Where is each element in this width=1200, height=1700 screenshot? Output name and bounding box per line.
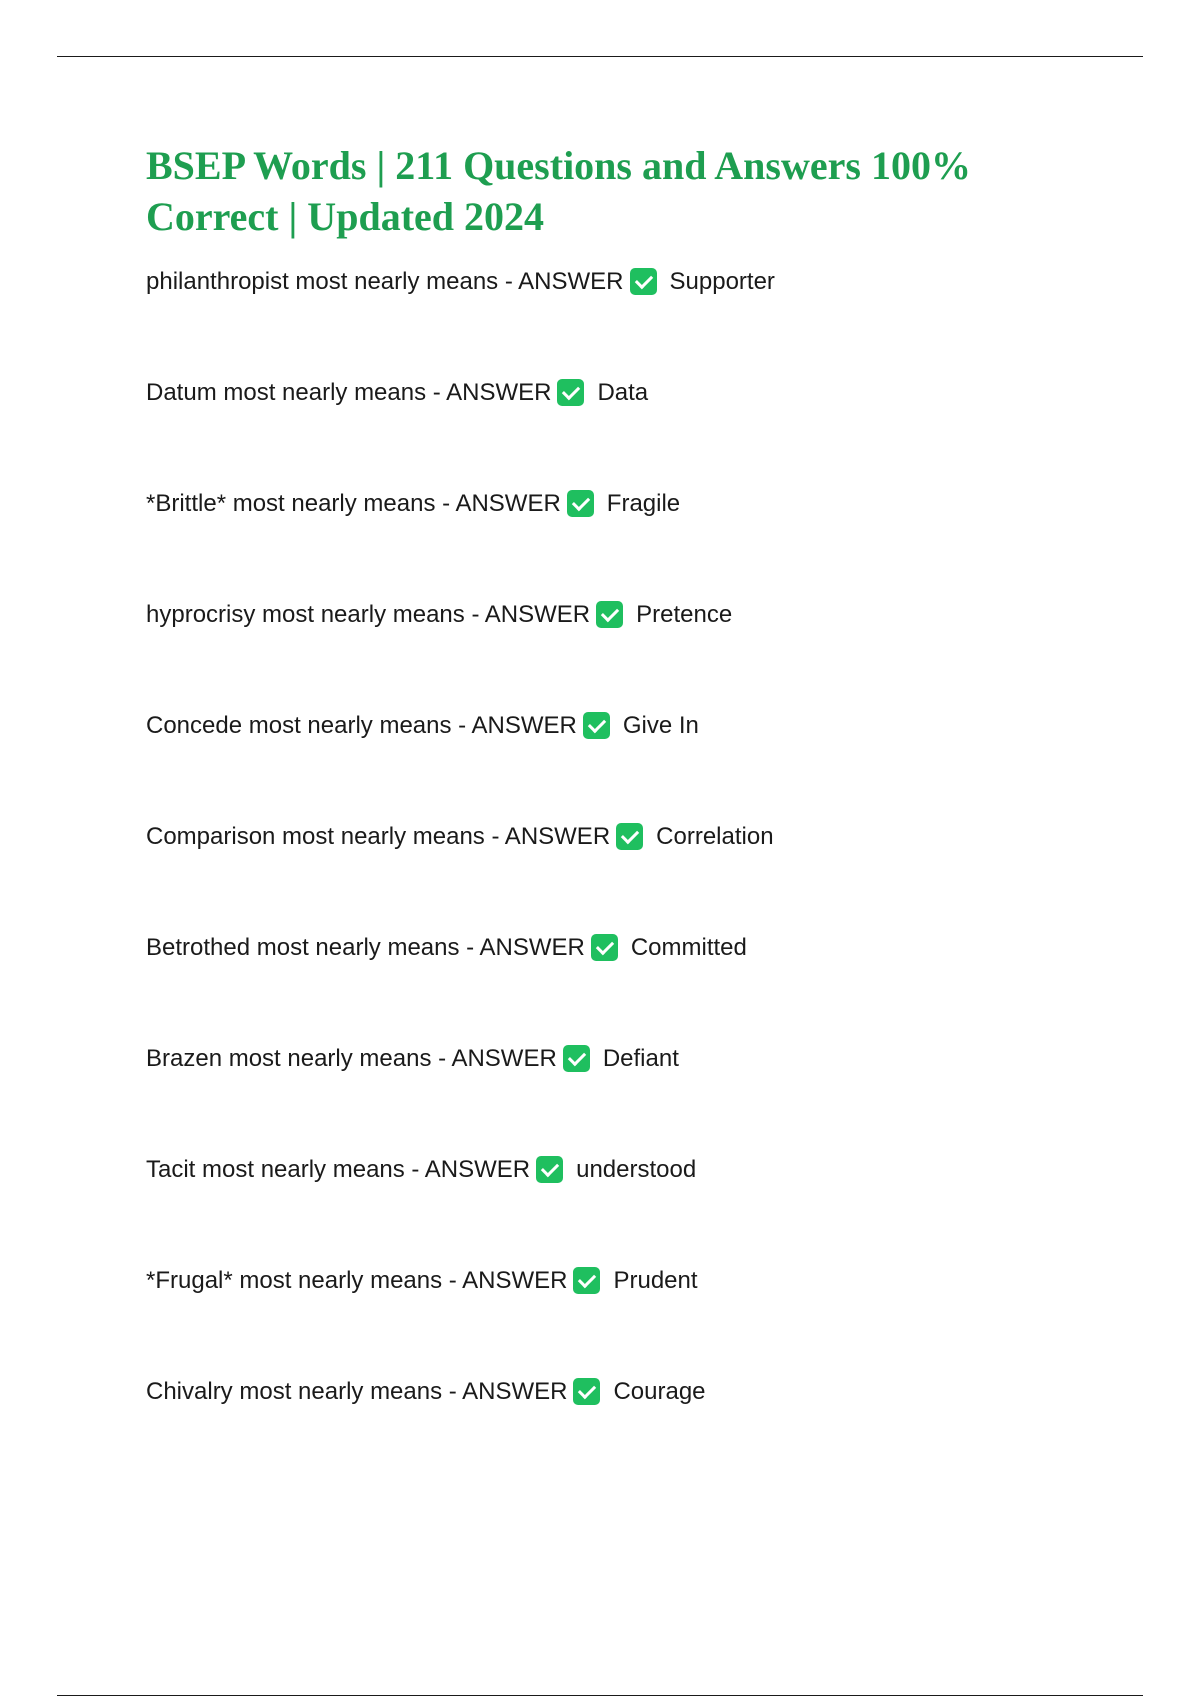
answer-text: Give In [622,712,699,739]
checkmark-icon [616,823,643,850]
answer-text: Defiant [602,1045,679,1072]
qa-item [146,1263,775,1374]
question-text: Datum most nearly means - ANSWER [146,379,552,406]
checkmark-icon [567,490,594,517]
qa-item [146,1152,775,1263]
qa-item [146,597,775,708]
checkmark-icon [563,1045,590,1072]
answer-text: Courage [613,1378,706,1405]
answer-text: Committed [630,934,747,961]
checkmark-icon [583,712,610,739]
checkmark-icon [630,268,657,295]
question-text: philanthropist most nearly means - ANSWER [146,268,624,295]
answer-text: Data [597,379,649,406]
question-text: Betrothed most nearly means - ANSWER [146,934,585,961]
checkmark-icon [573,1378,600,1405]
question-text: Comparison most nearly means - ANSWER [146,823,611,850]
question-text: Brazen most nearly means - ANSWER [146,1045,557,1072]
qa-item [146,930,775,1041]
qa-list [146,264,775,1485]
qa-item [146,486,775,597]
answer-text: Pretence [636,601,733,628]
question-text: *Frugal* most nearly means - ANSWER [146,1267,568,1294]
document-title: BSEP Words | 211 Questions and Answers 100% Correct | Updated 2024 [146,143,971,239]
qa-item [146,375,775,486]
answer-text: Fragile [606,490,681,517]
question-text: Tacit most nearly means - ANSWER [146,1156,531,1183]
checkmark-icon [557,379,584,406]
question-text: hyprocrisy most nearly means - ANSWER [146,601,591,628]
checkmark-icon [596,601,623,628]
question-text: *Brittle* most nearly means - ANSWER [146,490,561,517]
top-rule [57,56,1143,57]
qa-item [146,264,775,375]
question-text: Concede most nearly means - ANSWER [146,712,577,739]
checkmark-icon [573,1267,600,1294]
answer-text: Supporter [669,268,775,295]
answer-text: Prudent [613,1267,698,1294]
qa-item [146,708,775,819]
answer-text: understood [576,1156,697,1183]
checkmark-icon [591,934,618,961]
qa-item [146,1041,775,1152]
qa-item [146,819,775,930]
question-text: Chivalry most nearly means - ANSWER [146,1378,568,1405]
bottom-rule [57,1695,1143,1696]
checkmark-icon [536,1156,563,1183]
answer-text: Correlation [656,823,774,850]
qa-item [146,1374,775,1485]
